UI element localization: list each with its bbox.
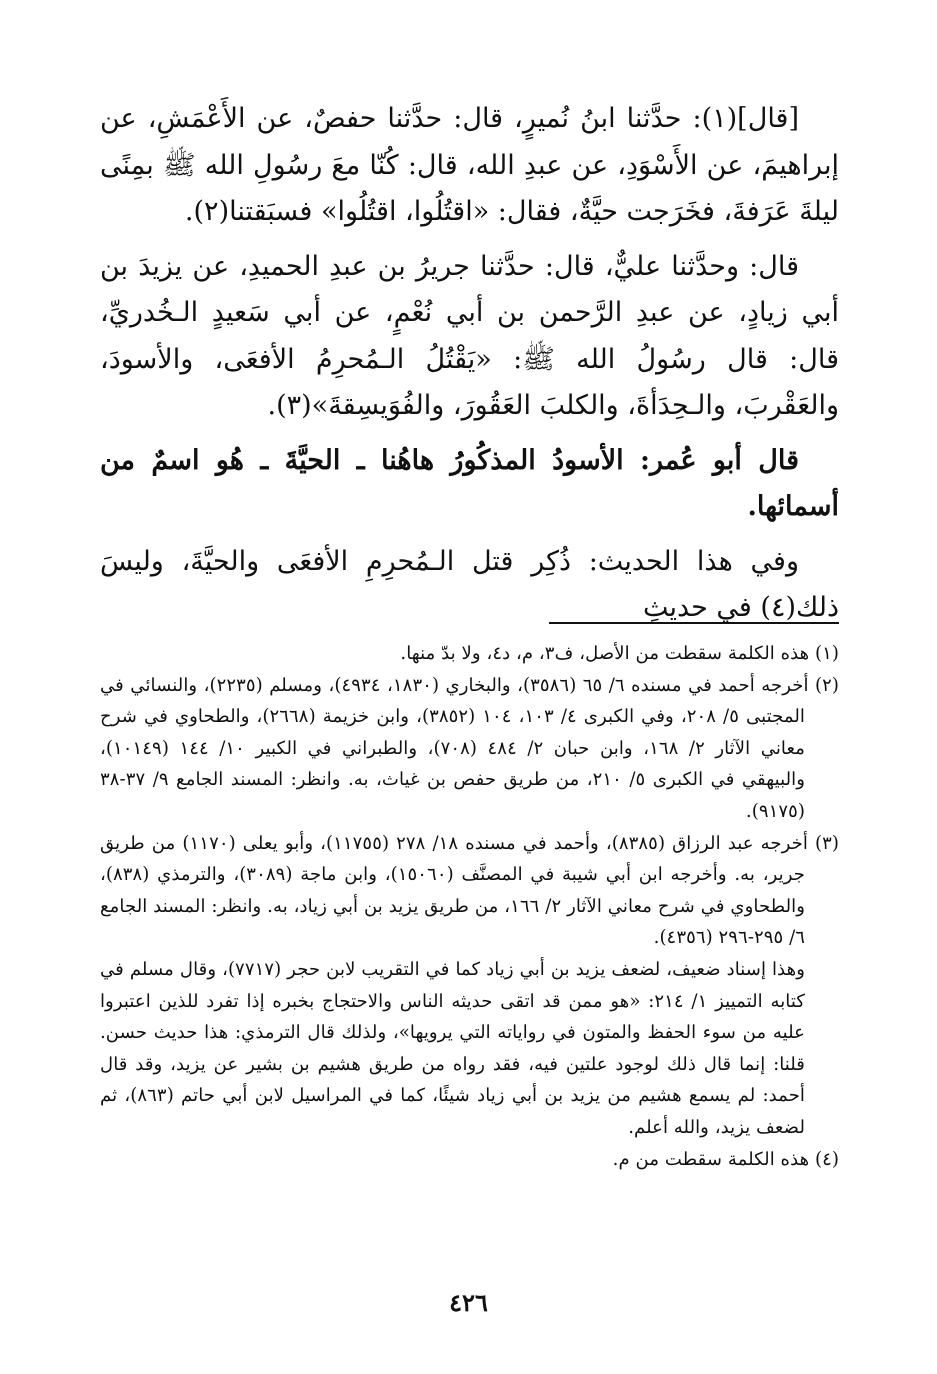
main-text <box>100 96 839 640</box>
page-number: ٤٢٦ <box>449 1288 488 1317</box>
paragraph-1: [قال](١): حدَّثنا ابنُ نُميرٍ، قال: حدَّثنا حفصٌ، عن الأَعْمَشِ، عن إبراهيمَ، عن الأَسْوَدِ، عن عبدِ الله، قال: كُنّا معَ رسُولِ الله ﷺ بمِنًى ليلةَ عَرَفةَ، فخَرَجت حيَّةٌ، فقال: «اقتُلُوا، اقتُلُوا» فسبَقتنا(٢). <box>100 103 839 227</box>
footnote-4: (٤) هذه الكلمة سقطت من م. <box>612 1148 839 1170</box>
footnote-3-continuation: وهذا إسناد ضعيف، لضعف يزيد بن أبي زياد كما في التقريب لابن حجر (٧٧١٧)، وقال مسلم في كتابه التمييز ١/ ٢١٤: «هو ممن قد اتقى حديثه الناس والاحتجاج بخبره إذا تفرد للذين اعتبروا عليه من سوء الحفظ والمتون في رواياته التي يرويها»، ولذلك قال الترمذي: هذا حديث حسن. قلنا: إنما قال ذلك لوجود علتين فيه، فقد رواه من طريق هشيم بن بشير عن يزيد، وقد قال أحمد: لم يسمع هشيم من يزيد بن أبي زياد شيئًا، كما في المراسيل لابن أبي حاتم (٨٦٣)، ثم لضعف يزيد، والله أعلم. <box>100 958 805 1138</box>
paragraph-3: قال أبو عُمر: الأسودُ المذكُورُ هاهُنا ـ الحيَّةَ ـ هُو اسمٌ من أسمائها. <box>100 444 839 522</box>
paragraph-2: قال: وحدَّثنا عليٌّ، قال: حدَّثنا جريرُ بن عبدِ الحميدِ، عن يزيدَ بن أبي زيادٍ، عن عبدِ الرَّحمن بن أبي نُعْمٍ، عن أبي سَعيدٍ الـخُدريِّ، قال: قال رسُولُ الله ﷺ: «يَقْتُلُ الـمُحرِمُ الأفعَى، والأسودَ، والعَقْربَ، والـحِدَأةَ، والكلبَ العَقُورَ، والفُوَيسِقةَ»(٣). <box>100 250 839 421</box>
paragraph-4: وفي هذا الحديث: ذُكِر قتل الـمُحرِمِ الأفعَى والحيَّةَ، وليسَ ذلك(٤) في حديثِ <box>100 545 839 623</box>
footnote-separator <box>549 622 839 624</box>
footnote-2: (٢) أخرجه أحمد في مسنده ٦/ ٦٥ (٣٥٨٦)، والبخاري (١٨٣٠، ٤٩٣٤)، ومسلم (٢٢٣٥)، والنسائي في المجتبى ٥/ ٢٠٨، وفي الكبرى ٤/ ١٠٣، ١٠٤ (٣٨٥٢)، وابن خزيمة (٢٦٦٨)، والطحاوي في شرح معاني الآثار ٢/ ١٦٨، وابن حبان ٢/ ٤٨٤ (٧٠٨)، والطبراني في الكبير ١٠/ ١٤٤ (١٠١٤٩)، والبيهقي في الكبرى ٥/ ٢١٠، من طريق حفص بن غياث، به. وانظر: المسند الجامع ٩/ ٣٧-٣٨ (٩١٧٥). <box>100 674 839 822</box>
footnote-3: (٣) أخرجه عبد الرزاق (٨٣٨٥)، وأحمد في مسنده ١٨/ ٢٧٨ (١١٧٥٥)، وأبو يعلى (١١٧٠) من طريق جرير، به. وأخرجه ابن أبي شيبة في المصنَّف (١٥٠٦٠)، وابن ماجة (٣٠٨٩)، والترمذي (٨٣٨)، والطحاوي في شرح معاني الآثار ٢/ ١٦٦، من طريق يزيد بن أبي زياد، به. وانظر: المسند الجامع ٦/ ٢٩٥-٢٩٦ (٤٣٥٦). <box>100 832 839 949</box>
footnote-1: (١) هذه الكلمة سقطت من الأصل، ف٣، م، د٤، ولا بدّ منها. <box>400 643 839 664</box>
footnotes <box>100 638 839 1175</box>
